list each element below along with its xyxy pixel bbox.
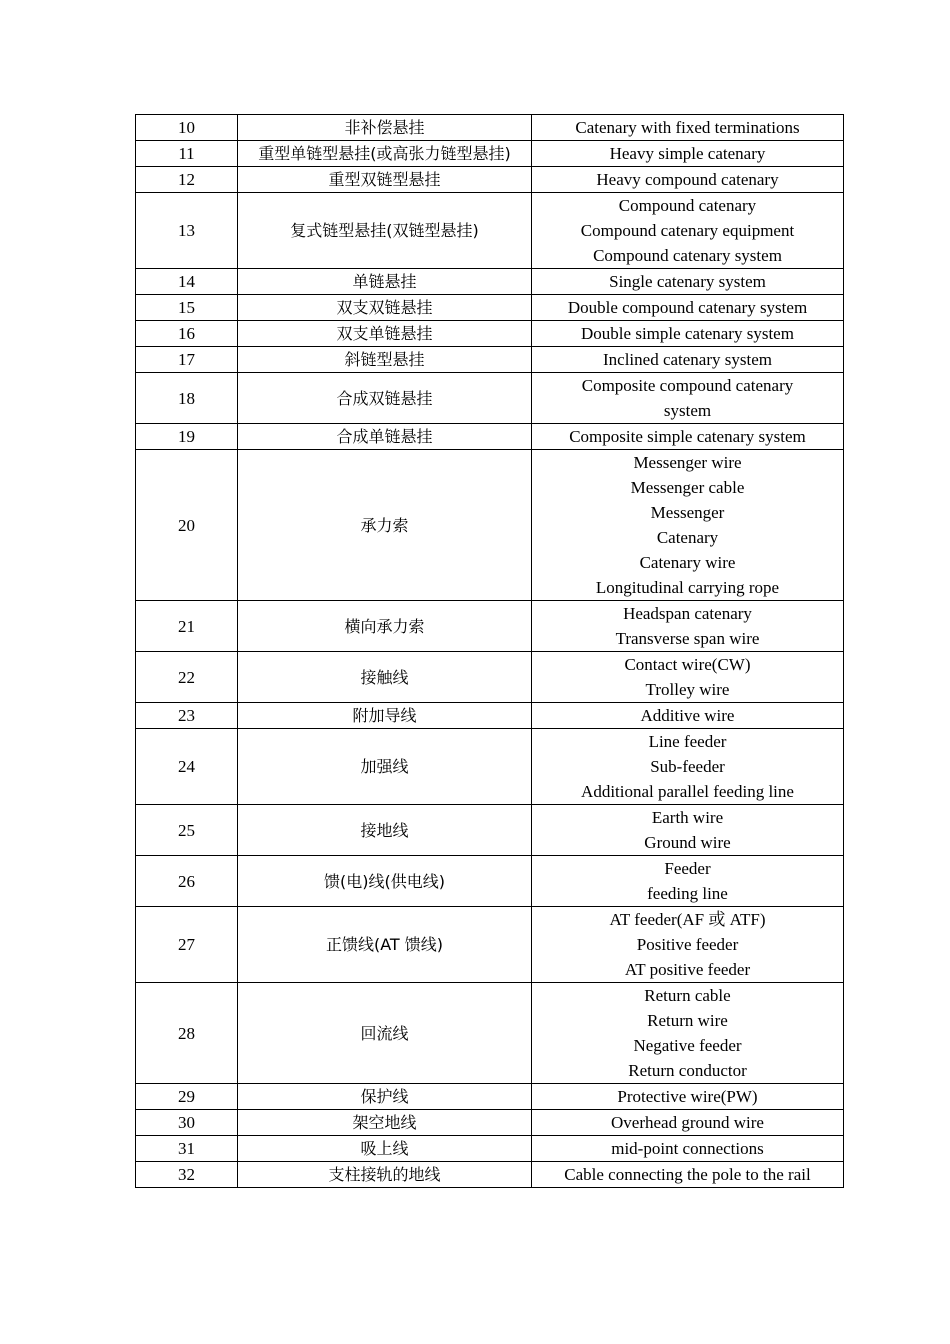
table-row bbox=[136, 1136, 844, 1162]
table-row bbox=[136, 141, 844, 167]
english-term: AT feeder(AF 或 ATF) bbox=[609, 910, 766, 929]
english-term: Trolley wire bbox=[645, 680, 730, 699]
table-row bbox=[136, 167, 844, 193]
english-term: Messenger cable bbox=[630, 478, 745, 497]
table-row bbox=[136, 269, 844, 295]
english-terms bbox=[532, 450, 844, 601]
table-row bbox=[136, 347, 844, 373]
table-row bbox=[136, 450, 844, 601]
english-terms bbox=[532, 652, 844, 703]
english-terms bbox=[532, 347, 844, 373]
term-number: 21 bbox=[136, 601, 238, 652]
english-term: Overhead ground wire bbox=[611, 1113, 764, 1132]
english-term: Catenary bbox=[656, 528, 719, 547]
table-row bbox=[136, 424, 844, 450]
table-row bbox=[136, 652, 844, 703]
english-term: Messenger wire bbox=[633, 453, 742, 472]
english-term: Additive wire bbox=[640, 706, 735, 725]
table-row bbox=[136, 601, 844, 652]
english-term: Contact wire(CW) bbox=[624, 655, 751, 674]
term-number: 25 bbox=[136, 805, 238, 856]
table-row bbox=[136, 295, 844, 321]
table-row bbox=[136, 321, 844, 347]
english-term: mid-point connections bbox=[611, 1139, 764, 1158]
chinese-term: 合成单链悬挂 bbox=[238, 424, 532, 450]
english-term: Line feeder bbox=[648, 732, 727, 751]
term-number: 20 bbox=[136, 450, 238, 601]
chinese-term: 合成双链悬挂 bbox=[238, 373, 532, 424]
english-term: Return wire bbox=[647, 1011, 728, 1030]
chinese-term: 支柱接轨的地线 bbox=[238, 1162, 532, 1188]
english-term: feeding line bbox=[647, 884, 728, 903]
chinese-term: 斜链型悬挂 bbox=[238, 347, 532, 373]
english-terms bbox=[532, 321, 844, 347]
english-term: Double compound catenary system bbox=[567, 298, 808, 317]
chinese-term: 加强线 bbox=[238, 729, 532, 805]
term-number: 16 bbox=[136, 321, 238, 347]
chinese-term: 重型单链型悬挂(或高张力链型悬挂) bbox=[238, 141, 532, 167]
english-term: Sub-feeder bbox=[650, 757, 725, 776]
english-term: Transverse span wire bbox=[615, 629, 760, 648]
term-number: 23 bbox=[136, 703, 238, 729]
table-row bbox=[136, 115, 844, 141]
table-row bbox=[136, 805, 844, 856]
english-terms bbox=[532, 983, 844, 1084]
table-row bbox=[136, 1162, 844, 1188]
table-row bbox=[136, 856, 844, 907]
english-term: Compound catenary bbox=[618, 196, 757, 215]
table-row bbox=[136, 193, 844, 269]
chinese-term: 附加导线 bbox=[238, 703, 532, 729]
english-terms bbox=[532, 1162, 844, 1188]
table-row bbox=[136, 1110, 844, 1136]
chinese-term: 非补偿悬挂 bbox=[238, 115, 532, 141]
chinese-term: 承力索 bbox=[238, 450, 532, 601]
english-term: Return cable bbox=[644, 986, 731, 1005]
chinese-term: 单链悬挂 bbox=[238, 269, 532, 295]
english-terms bbox=[532, 167, 844, 193]
english-term: Composite simple catenary system bbox=[569, 427, 806, 446]
english-term: Single catenary system bbox=[609, 272, 766, 291]
chinese-term: 横向承力索 bbox=[238, 601, 532, 652]
english-term: Additional parallel feeding line bbox=[581, 782, 794, 801]
table-row bbox=[136, 373, 844, 424]
term-number: 11 bbox=[136, 141, 238, 167]
chinese-term: 吸上线 bbox=[238, 1136, 532, 1162]
term-number: 14 bbox=[136, 269, 238, 295]
english-term: Inclined catenary system bbox=[603, 350, 772, 369]
chinese-term: 接触线 bbox=[238, 652, 532, 703]
english-terms bbox=[532, 424, 844, 450]
glossary-body bbox=[136, 115, 844, 1188]
english-terms bbox=[532, 115, 844, 141]
english-term: Positive feeder bbox=[636, 935, 739, 954]
table-row bbox=[136, 729, 844, 805]
term-number: 13 bbox=[136, 193, 238, 269]
chinese-term: 双支单链悬挂 bbox=[238, 321, 532, 347]
english-term: Longitudinal carrying rope bbox=[595, 578, 780, 597]
english-terms bbox=[532, 1084, 844, 1110]
english-term: Cable connecting the pole to the rail bbox=[564, 1165, 811, 1184]
table-row bbox=[136, 1084, 844, 1110]
english-term: Catenary with fixed terminations bbox=[575, 118, 800, 137]
chinese-term: 馈(电)线(供电线) bbox=[238, 856, 532, 907]
english-terms bbox=[532, 141, 844, 167]
english-term: Headspan catenary bbox=[623, 604, 752, 623]
chinese-term: 正馈线(AT 馈线) bbox=[238, 907, 532, 983]
english-term: Protective wire(PW) bbox=[617, 1087, 758, 1106]
term-number: 10 bbox=[136, 115, 238, 141]
english-terms bbox=[532, 373, 844, 424]
english-terms bbox=[532, 601, 844, 652]
chinese-term: 双支双链悬挂 bbox=[238, 295, 532, 321]
english-terms bbox=[532, 1136, 844, 1162]
english-term: Compound catenary system bbox=[593, 246, 782, 265]
term-number: 32 bbox=[136, 1162, 238, 1188]
term-number: 18 bbox=[136, 373, 238, 424]
table-row bbox=[136, 703, 844, 729]
term-number: 28 bbox=[136, 983, 238, 1084]
chinese-term: 保护线 bbox=[238, 1084, 532, 1110]
glossary-table bbox=[135, 114, 844, 1188]
english-term: Double simple catenary system bbox=[581, 324, 794, 343]
chinese-term: 回流线 bbox=[238, 983, 532, 1084]
term-number: 15 bbox=[136, 295, 238, 321]
english-term: Negative feeder bbox=[633, 1036, 742, 1055]
english-terms bbox=[532, 805, 844, 856]
term-number: 29 bbox=[136, 1084, 238, 1110]
term-number: 30 bbox=[136, 1110, 238, 1136]
english-term: Heavy compound catenary bbox=[596, 170, 779, 189]
english-term: Messenger bbox=[650, 503, 725, 522]
english-term: Earth wire bbox=[651, 808, 724, 827]
term-number: 31 bbox=[136, 1136, 238, 1162]
english-term: Return conductor bbox=[628, 1061, 747, 1080]
english-term: Feeder bbox=[664, 859, 711, 878]
chinese-term: 架空地线 bbox=[238, 1110, 532, 1136]
table-row bbox=[136, 907, 844, 983]
english-term: Catenary wire bbox=[639, 553, 736, 572]
english-term: Ground wire bbox=[644, 833, 731, 852]
english-term: system bbox=[663, 401, 712, 420]
term-number: 24 bbox=[136, 729, 238, 805]
english-terms bbox=[532, 1110, 844, 1136]
term-number: 19 bbox=[136, 424, 238, 450]
term-number: 22 bbox=[136, 652, 238, 703]
english-terms bbox=[532, 295, 844, 321]
english-term: AT positive feeder bbox=[624, 960, 751, 979]
term-number: 27 bbox=[136, 907, 238, 983]
english-terms bbox=[532, 703, 844, 729]
english-terms bbox=[532, 729, 844, 805]
english-terms bbox=[532, 269, 844, 295]
table-row bbox=[136, 983, 844, 1084]
term-number: 26 bbox=[136, 856, 238, 907]
chinese-term: 接地线 bbox=[238, 805, 532, 856]
english-term: Compound catenary equipment bbox=[580, 221, 795, 240]
english-terms bbox=[532, 193, 844, 269]
english-terms bbox=[532, 856, 844, 907]
chinese-term: 重型双链型悬挂 bbox=[238, 167, 532, 193]
english-term: Composite compound catenary bbox=[581, 376, 794, 395]
english-term: Heavy simple catenary bbox=[609, 144, 766, 163]
english-terms bbox=[532, 907, 844, 983]
term-number: 12 bbox=[136, 167, 238, 193]
chinese-term: 复式链型悬挂(双链型悬挂) bbox=[238, 193, 532, 269]
term-number: 17 bbox=[136, 347, 238, 373]
